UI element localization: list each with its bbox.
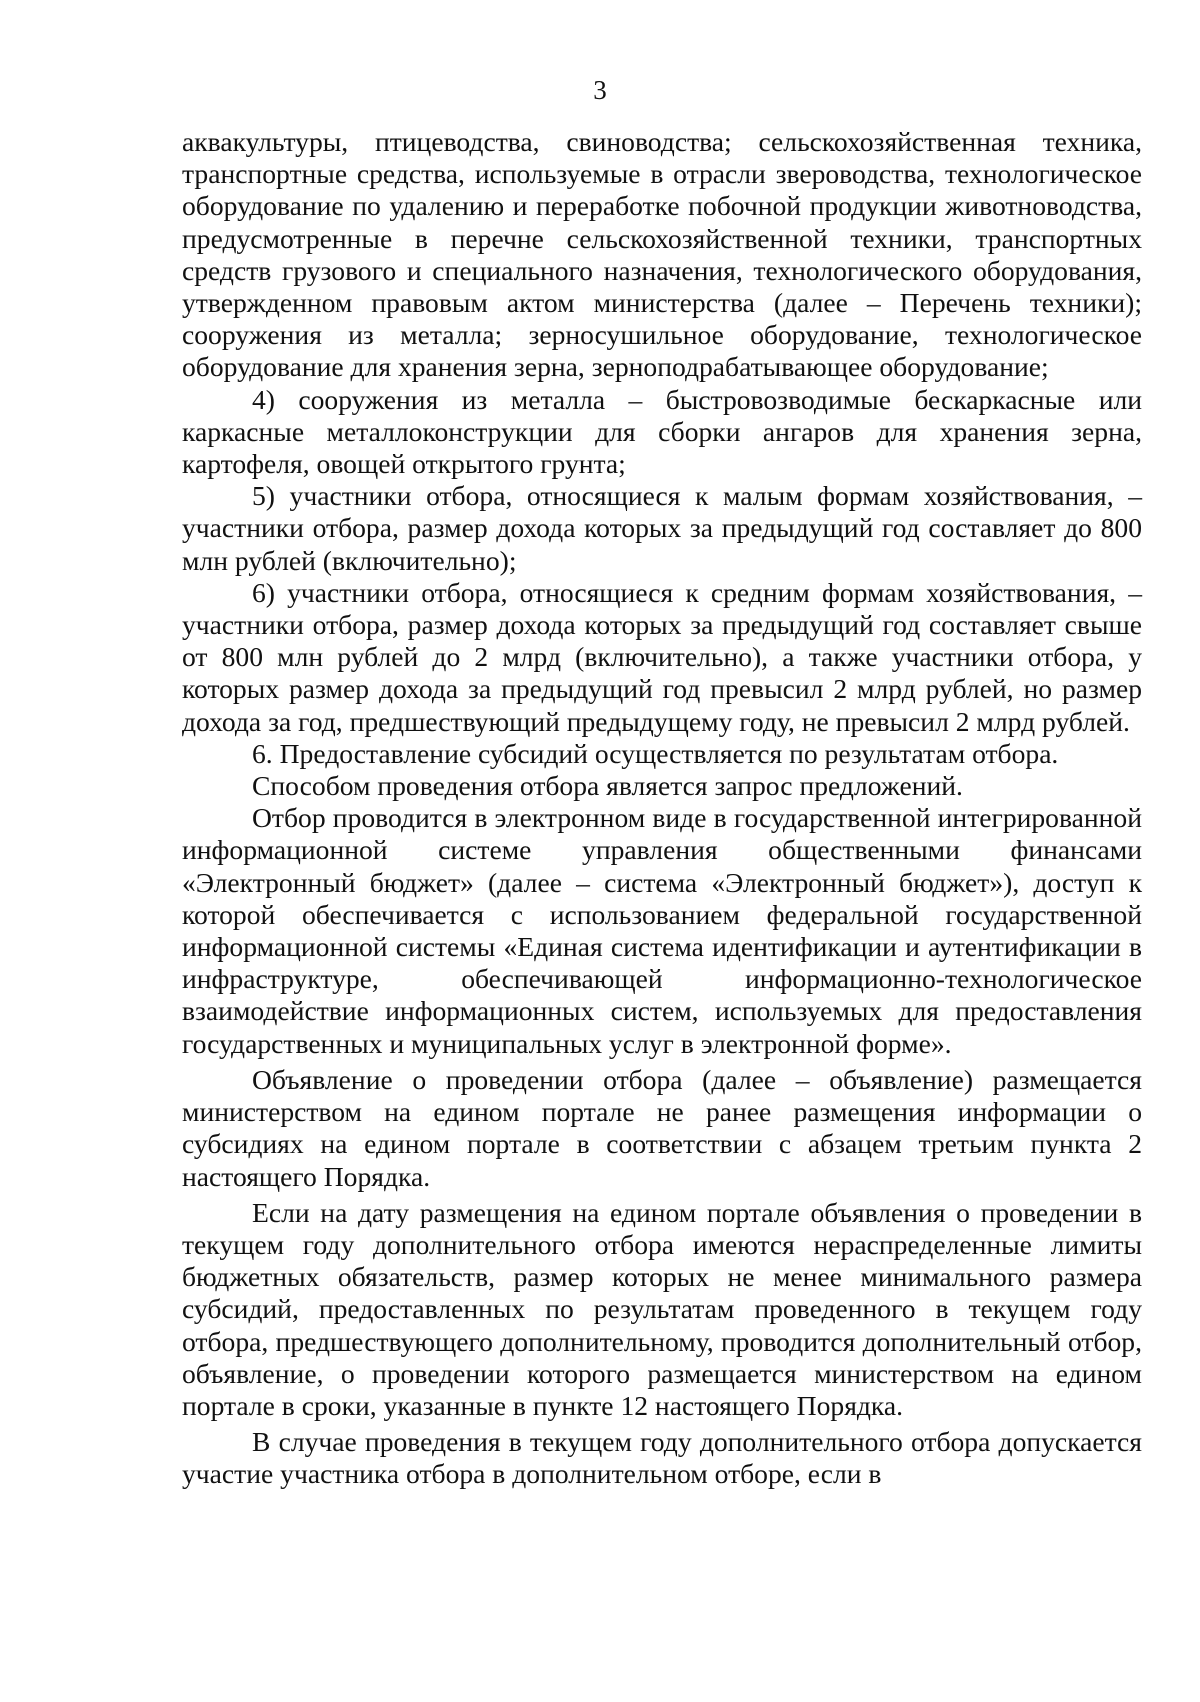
paragraph-section-6: 6. Предоставление субсидий осуществляется по результатам отбора. bbox=[252, 737, 1059, 769]
paragraph-selection-method: Способом проведения отбора является запрос предложений. bbox=[252, 770, 963, 802]
document-body bbox=[182, 126, 1142, 1491]
paragraph-continuation: аквакультуры, птицеводства, свиноводства; сельскохозяйственная техника, транспортные средства, используемые в отрасли звероводства, технологическое оборудование по удалению и переработке побочной продукции животноводства, предусмотренные в перечне сельскохозяйственной техники, транспортных средств грузового и специального назначения, технологического оборудования, утвержденном правовым актом министерства (далее – Перечень техники); сооружения из металла; зерносушильное оборудование, технологическое оборудование для хранения зерна, зерноподрабатывающее оборудование; bbox=[182, 126, 1142, 383]
paragraph-additional-selection: Если на дату размещения на едином портале объявления о проведении в текущем году дополнительного отбора имеются нераспределенные лимиты бюджетных обязательств, размер которых не менее минимального размера субсидий, предоставленных по результатам проведенного в текущем году отбора, предшествующего дополнительному, проводится дополнительный отбор, объявление, о проведении которого размещается министерством на едином портале в сроки, указанные в пункте 12 настоящего Порядка. bbox=[182, 1196, 1142, 1421]
paragraph-item-5: 5) участники отбора, относящиеся к малым формам хозяйствования, – участники отбора, размер дохода которых за предыдущий год составляет до 800 млн рублей (включительно); bbox=[182, 480, 1142, 576]
paragraph-electronic-selection: Отбор проводится в электронном виде в государственной интегрированной информационной системе управления общественными финансами «Электронный бюджет» (далее – система «Электронный бюджет»), доступ к которой обеспечивается с использованием федеральной государственной информационной системы «Единая система идентификации и аутентификации в инфраструктуре, обеспечивающей информационно-технологическое взаимодействие информационных систем, используемых для предоставления государственных и муниципальных услуг в электронной форме». bbox=[182, 802, 1142, 1059]
paragraph-participation: В случае проведения в текущем году дополнительного отбора допускается участие участника отбора в дополнительном отборе, если в bbox=[182, 1426, 1142, 1490]
paragraph-item-6: 6) участники отбора, относящиеся к средним формам хозяйствования, – участники отбора, размер дохода которых за предыдущий год составляет свыше от 800 млн рублей до 2 млрд (включительно), а также участники отбора, у которых размер дохода за предыдущий год превысил 2 млрд рублей, но размер дохода за год, предшествующий предыдущему году, не превысил 2 млрд рублей. bbox=[182, 576, 1142, 737]
paragraph-item-4: 4) сооружения из металла – быстровозводимые бескаркасные или каркасные металлоконструкции для сборки ангаров для хранения зерна, картофеля, овощей открытого грунта; bbox=[182, 383, 1142, 480]
page-number: 3 bbox=[593, 75, 607, 105]
paragraph-announcement: Объявление о проведении отбора (далее – объявление) размещается министерством на едином портале не ранее размещения информации о субсидиях на едином портале в соответствии с абзацем третьим пункта 2 настоящего Порядка. bbox=[182, 1063, 1142, 1192]
